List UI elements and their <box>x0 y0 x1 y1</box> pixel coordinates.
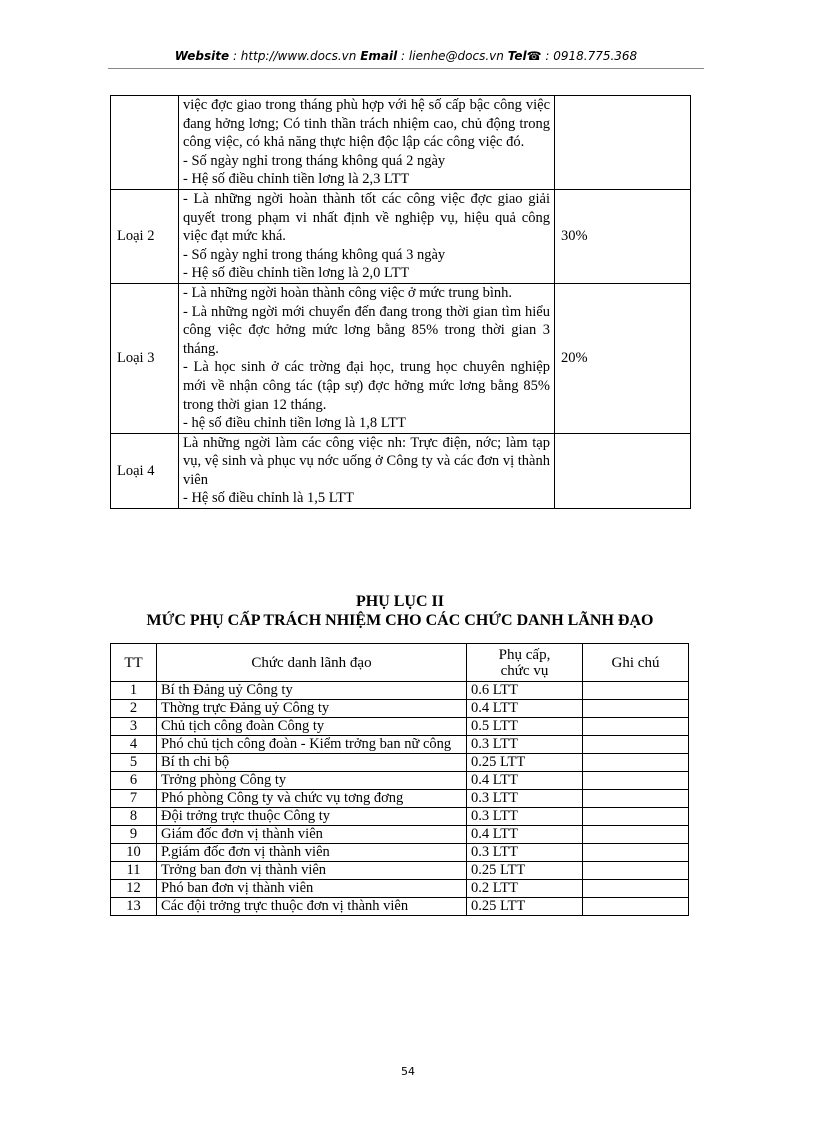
grade-percent <box>555 96 691 190</box>
description-line: - Là học sinh ở các trờng đại học, trung học chuyên nghiệp mới về nhận công tác (tập sự) đợc hởng mức lơng bằng 85% trong thời gian 12 tháng. <box>183 359 550 413</box>
row-number: 7 <box>111 790 157 808</box>
position-title: Bí th Đảng uỷ Công ty <box>157 682 467 700</box>
allowance-value: 0.25 LTT <box>467 862 583 880</box>
table-row <box>111 898 689 916</box>
note-cell <box>583 754 689 772</box>
description-line: - Là những ngời hoàn thành tốt các công việc đợc giao giải quyết trong phạm vi nhất định về nghiệp vụ, hiệu quả công việc đạt mức khá. <box>183 190 550 245</box>
grade-percent <box>555 433 691 508</box>
column-header-tt: TT <box>111 644 157 682</box>
note-cell <box>583 898 689 916</box>
note-cell <box>583 862 689 880</box>
row-number: 5 <box>111 754 157 772</box>
row-number: 6 <box>111 772 157 790</box>
allowance-table-body <box>111 682 689 916</box>
position-title: Phó ban đơn vị thành viên <box>157 880 467 898</box>
position-title: Phó chủ tịch công đoàn - Kiểm trởng ban nữ công <box>157 736 467 754</box>
table-row <box>111 700 689 718</box>
description-line: - Là những ngời hoàn thành công việc ở mức trung bình. <box>183 284 513 301</box>
allowance-value: 0.5 LTT <box>467 718 583 736</box>
position-title: Trởng ban đơn vị thành viên <box>157 862 467 880</box>
allowance-value: 0.4 LTT <box>467 772 583 790</box>
allowance-value: 0.3 LTT <box>467 736 583 754</box>
note-cell <box>583 826 689 844</box>
table-row <box>111 189 691 283</box>
grade-label: Loại 4 <box>111 433 179 508</box>
table-row <box>111 283 691 433</box>
description-line: Là những ngời làm các công việc nh: Trực điện, nớc; làm tạp vụ, vệ sinh và phục vụ nớc uống ở Công ty và các đơn vị thành viên <box>183 434 550 488</box>
allowance-value: 0.3 LTT <box>467 808 583 826</box>
appendix-subtitle: MỨC PHỤ CẤP TRÁCH NHIỆM CHO CÁC CHỨC DANH LÃNH ĐẠO <box>146 612 654 629</box>
page-header <box>108 46 704 69</box>
description-line: - Số ngày nghỉ trong tháng không quá 3 ngày <box>183 246 446 263</box>
column-header-title: Chức danh lãnh đạo <box>157 644 467 682</box>
row-number: 2 <box>111 700 157 718</box>
grade-percent: 20% <box>555 283 691 433</box>
table-row <box>111 754 689 772</box>
row-number: 12 <box>111 880 157 898</box>
column-header-note: Ghi chú <box>583 644 689 682</box>
grade-description <box>179 189 555 283</box>
table-row <box>111 844 689 862</box>
email-value[interactable]: : lienhe@docs.vn <box>397 49 508 63</box>
row-number: 10 <box>111 844 157 862</box>
grading-table <box>110 95 691 509</box>
note-cell <box>583 772 689 790</box>
allowance-header-line: chức vụ <box>500 662 549 679</box>
row-number: 11 <box>111 862 157 880</box>
grade-description <box>179 96 555 190</box>
position-title: Đội trởng trực thuộc Công ty <box>157 808 467 826</box>
allowance-header-line: Phụ cấp, <box>498 646 551 663</box>
position-title: Bí th chi bộ <box>157 754 467 772</box>
website-label: Website <box>174 49 230 63</box>
grade-label: Loại 3 <box>111 283 179 433</box>
description-line: việc đợc giao trong tháng phù hợp với hệ số cấp bậc công việc đang hởng lơng; Có tinh thần trách nhiệm cao, chủ động trong công việc, có khả năng thực hiện độc lập các công việc đó. <box>183 97 550 151</box>
position-title: Thờng trực Đảng uỷ Công ty <box>157 700 467 718</box>
note-cell <box>583 700 689 718</box>
grade-label: Loại 2 <box>111 189 179 283</box>
column-header-allowance <box>467 644 583 682</box>
row-number: 1 <box>111 682 157 700</box>
grade-description <box>179 283 555 433</box>
tel-label: Tel <box>507 49 527 63</box>
appendix-title: PHỤ LỤC II <box>355 593 444 610</box>
allowance-value: 0.3 LTT <box>467 790 583 808</box>
description-line: - Hệ số điều chỉnh tiền lơng là 2,0 LTT <box>183 265 410 282</box>
allowance-value: 0.4 LTT <box>467 700 583 718</box>
table-row <box>111 790 689 808</box>
row-number: 8 <box>111 808 157 826</box>
position-title: Các đội trởng trực thuộc đơn vị thành viên <box>157 898 467 916</box>
table-row <box>111 433 691 508</box>
table-row <box>111 682 689 700</box>
position-title: Trởng phòng Công ty <box>157 772 467 790</box>
row-number: 9 <box>111 826 157 844</box>
email-label: Email <box>360 49 398 63</box>
position-title: P.giám đốc đơn vị thành viên <box>157 844 467 862</box>
table-row <box>111 862 689 880</box>
tel-value: ☎ : 0918.775.368 <box>526 49 638 63</box>
website-value[interactable]: : http://www.docs.vn <box>229 49 361 63</box>
page-number: 54 <box>401 1065 415 1078</box>
description-line: - Số ngày nghỉ trong tháng không quá 2 ngày <box>183 152 446 169</box>
note-cell <box>583 736 689 754</box>
allowance-value: 0.25 LTT <box>467 898 583 916</box>
description-line: - Hệ số điều chỉnh là 1,5 LTT <box>183 490 355 507</box>
grade-label <box>111 96 179 190</box>
table-row <box>111 808 689 826</box>
position-title: Phó phòng Công ty và chức vụ tơng đơng <box>157 790 467 808</box>
position-title: Chủ tịch công đoàn Công ty <box>157 718 467 736</box>
allowance-value: 0.2 LTT <box>467 880 583 898</box>
row-number: 4 <box>111 736 157 754</box>
description-line: - Là những ngời mới chuyển đến đang trong thời gian tìm hiểu công việc đợc hởng mức lơng bằng 85% trong thời gian 3 tháng. <box>183 303 550 357</box>
description-line: - Hệ số điều chỉnh tiền lơng là 2,3 LTT <box>183 171 410 188</box>
grade-percent: 30% <box>555 189 691 283</box>
note-cell <box>583 880 689 898</box>
allowance-value: 0.6 LTT <box>467 682 583 700</box>
note-cell <box>583 808 689 826</box>
table-row <box>111 880 689 898</box>
position-title: Giám đốc đơn vị thành viên <box>157 826 467 844</box>
allowance-table <box>110 643 689 916</box>
table-header-row <box>111 644 689 682</box>
allowance-value: 0.4 LTT <box>467 826 583 844</box>
description-line: - hệ số điều chỉnh tiền lơng là 1,8 LTT <box>183 415 406 432</box>
table-row <box>111 96 691 190</box>
note-cell <box>583 790 689 808</box>
allowance-value: 0.3 LTT <box>467 844 583 862</box>
table-row <box>111 772 689 790</box>
table-row <box>111 826 689 844</box>
note-cell <box>583 844 689 862</box>
allowance-value: 0.25 LTT <box>467 754 583 772</box>
row-number: 13 <box>111 898 157 916</box>
note-cell <box>583 718 689 736</box>
table-row <box>111 736 689 754</box>
row-number: 3 <box>111 718 157 736</box>
table-row <box>111 718 689 736</box>
grade-description <box>179 433 555 508</box>
note-cell <box>583 682 689 700</box>
